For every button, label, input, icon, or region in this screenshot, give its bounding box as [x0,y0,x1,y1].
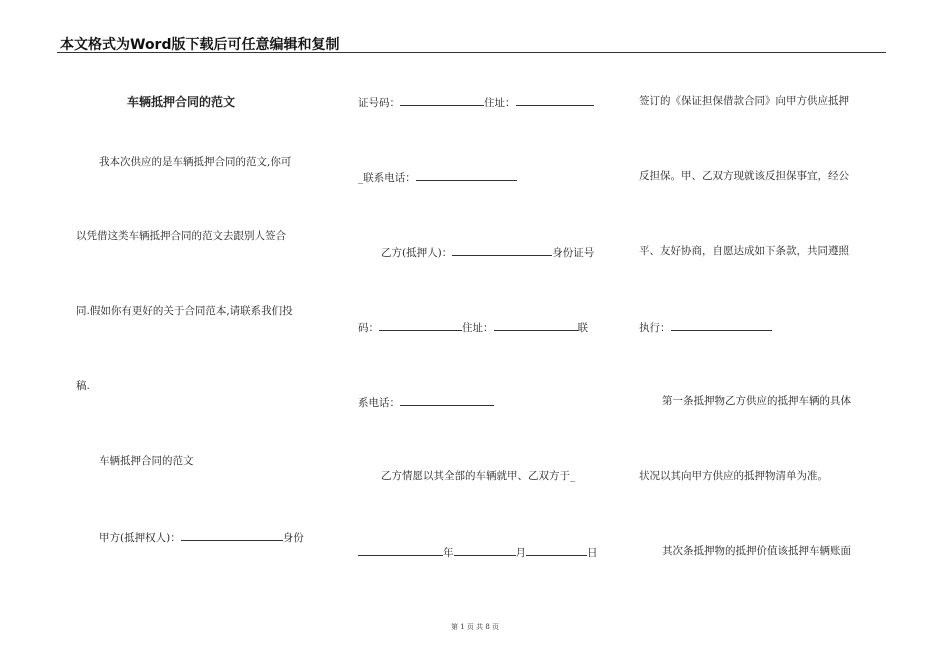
phone-prefix: _ [358,172,364,184]
day-label: 日 [587,547,598,559]
month-blank [454,544,516,556]
contract-title: 车辆抵押合同的范文 [127,95,236,109]
page-number: 第 1 页 共 8 页 [450,623,500,631]
party-a-label: 甲方(抵押权人)： [99,532,181,544]
party-a-blank [181,529,283,541]
party-a-line [99,529,304,545]
intro-line-1: 我本次供应的是车辆抵押合同的范文,你可 [99,156,292,168]
code-label: 码： [358,322,379,334]
address2-blank [494,319,578,331]
party-b-line [381,244,594,260]
code-blank [379,319,462,331]
address2-label: 住址： [462,322,494,334]
phone2-blank [400,394,494,406]
execute-label: 执行： [639,322,671,334]
party-b-label: 乙方(抵押人)： [381,247,453,259]
address-blank [516,94,594,106]
execute-blank [671,319,772,331]
col3-line-2: 反担保。甲、乙双方现就该反担保事宜，经公 [639,170,849,182]
document-header: 本文格式为Word版下载后可任意编辑和复制 [60,37,340,53]
article-1-line: 第一条抵押物乙方供应的抵押车辆的具体 [662,395,851,407]
month-label: 月 [515,547,526,559]
code-address-line [358,319,588,335]
phone-label: 联系电话： [363,172,416,184]
article-1-cont: 状况以其向甲方供应的抵押物清单为准。 [639,470,828,482]
phone2-label: 系电话： [358,397,400,409]
section-subtitle: 车辆抵押合同的范文 [99,455,194,467]
id-label: 证号码： [358,97,400,109]
year-label: 年 [443,547,454,559]
article-2-line: 其次条抵押物的抵押价值该抵押车辆账面 [662,545,851,557]
col3-line-1: 签订的《保证担保借款合同》向甲方供应抵押 [639,95,849,107]
party-b-blank [452,244,552,256]
intro-line-3: 同.假如你有更好的关于合同范本,请联系我们投 [76,305,293,317]
lian-char: 联 [577,322,588,334]
phone2-line [358,394,494,410]
col3-line-3: 平、友好协商，自愿达成如下条款，共同遵照 [639,245,849,257]
phone-blank [416,169,517,181]
id-address-line [358,94,594,110]
intro-line-4: 稿. [76,380,90,392]
phone-line [358,169,517,185]
header-divider [57,52,886,53]
id-blank [400,94,484,106]
date-line [358,544,598,560]
agreement-line: 乙方情愿以其全部的车辆就甲、乙双方于_ [381,470,576,482]
intro-line-2: 以凭借这类车辆抵押合同的范文去跟别人签合 [76,230,286,242]
year-blank [358,544,443,556]
execute-line [639,319,772,335]
party-b-tail: 身份证号 [552,247,595,259]
party-a-tail: 身份 [282,532,304,544]
day-blank [526,544,587,556]
address-label: 住址： [484,97,516,109]
